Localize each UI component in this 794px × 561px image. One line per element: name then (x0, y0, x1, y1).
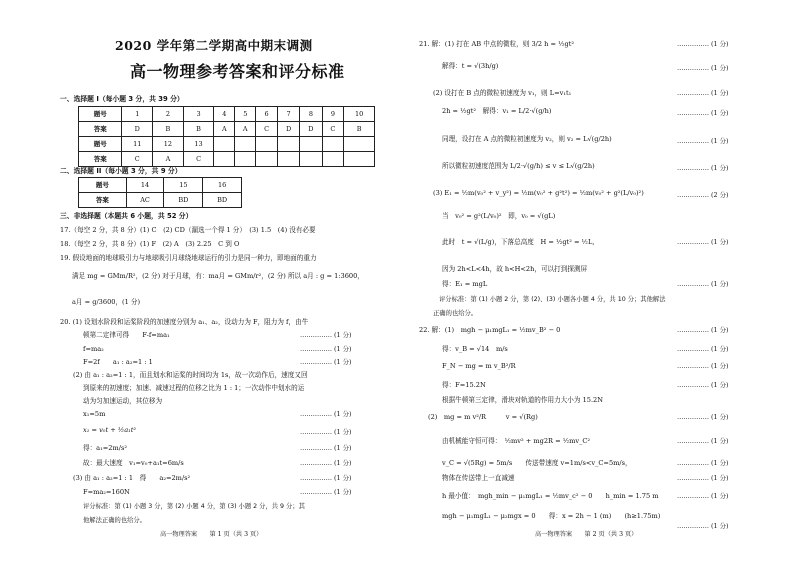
q20-line-4: F=2f a₁ : a₂=1 : 1 (83, 358, 153, 366)
table-cell: 15 (164, 178, 203, 193)
q18-answer: 18.（每空 2 分，共 8 分）(1) F (2) A (3) 2.25 C 到 O (60, 240, 240, 248)
points-marker: …………… (1 分) (300, 444, 352, 452)
table-cell: C (183, 152, 214, 167)
table-cell (214, 137, 235, 152)
table-cell: 16 (203, 178, 242, 193)
q20-line-8: x₁=5m (83, 410, 106, 418)
q20-scoring-note: 评分标准：第 (1) 小题 3 分，第 (2) 小题 4 分，第 (3) 小题 2 分，共 9 分；其 (83, 503, 305, 510)
points-marker: …………… (1 分) (677, 345, 729, 353)
q19-line-1: 19. 假设地面的地球吸引力与地球吸引月球绕地球运行的引力是同一种力，即地面的重力 (60, 254, 317, 262)
q21-line-4: 2h = ½gt² 解得：v₁ = L/2·√(g/h) (442, 107, 552, 115)
q19-line-3: a月 = g/3600，(1 分) (72, 298, 141, 306)
q22-line-4: 得：F=15.2N (442, 381, 486, 389)
table-cell: B (153, 122, 184, 137)
page-footer: 高一物理答案 第 1 页（共 3 页） (160, 531, 263, 538)
table-cell: 4 (214, 107, 235, 122)
q21-line-9: 此时 t = √(L/g)，下落总高度 H = ½gt² = ½L, (442, 238, 595, 246)
table-cell: 11 (122, 137, 153, 152)
table-cell: A (153, 152, 184, 167)
q19-line-2: 满足 mg = GMm/R²，(2 分) 对于月球，有：ma月 = GMm/r²，(2 分) 所以 a月 : g = 1:3600， (72, 272, 364, 280)
q20-line-6: 到原来的初速度；加速、减速过程的位移之比为 1 : 1；一次动作中划水的运 (83, 384, 305, 392)
table-cell: B (183, 122, 214, 137)
q22-line-7: 由机械能守恒可得： ½mv² + mg2R = ½mv_C² (442, 437, 591, 445)
table-row (79, 152, 375, 167)
q20-scoring-note-2: 他解法正确的也给分。 (83, 517, 146, 524)
table-header-cell: 题号 (79, 107, 122, 122)
table-header-cell: 题号 (79, 178, 127, 193)
points-marker: …………… (1 分) (677, 474, 729, 482)
exam-title: 2020 学年第二学期高中期末调测 (115, 38, 313, 53)
q22-line-9: 物体在传送带上一直减速 (442, 474, 515, 482)
table-header-cell: 题号 (79, 137, 122, 152)
table-cell: 10 (344, 107, 375, 122)
points-marker: …………… (1 分) (677, 137, 729, 145)
page-footer: 高一物理答案 第 2 页（共 3 页） (535, 531, 638, 538)
table-cell: D (277, 122, 299, 137)
table-cell: 7 (277, 107, 299, 122)
table-cell: C (256, 122, 278, 137)
points-marker: …………… (1 分) (677, 381, 729, 389)
table-cell: 3 (183, 107, 214, 122)
table-cell (300, 152, 322, 167)
q20-line-2: 顿第二定律可得 F-f=ma₁ (83, 331, 170, 339)
points-marker: …………… (2 分) (677, 191, 729, 199)
table-cell: D (300, 122, 322, 137)
table-row (79, 107, 375, 122)
q22-line-1: 22. 解：(1) mgh − μ₁mgL₁ = ½mv_B² − 0 (419, 326, 561, 334)
q22-line-2: 得：v_B = √14 m/s (442, 345, 508, 353)
q20-line-7: 动为匀加速运动，其位移为 (83, 397, 163, 405)
table-cell (277, 137, 299, 152)
points-marker: …………… (1 分) (677, 413, 729, 421)
q21-line-3: (2) 设打在 B 点的微粒初速度为 v₁，则 L=v₁t₁ (433, 89, 572, 97)
table-cell: 1 (122, 107, 153, 122)
q20-line-5: (2) 由 a₁ : a₂=1 : 1，而且划水和运桨的时间均为 1s，故一次动作后，速度又回 (73, 371, 308, 379)
q20-line-12: (3) 由 a₁ : a₂=1 : 1 得 a₂=2m/s² (73, 474, 191, 482)
table-cell: AC (126, 193, 164, 208)
points-marker: …………… (1 分) (677, 238, 729, 246)
table-cell (344, 137, 375, 152)
points-marker: …………… (1 分) (300, 459, 352, 467)
table-cell: BD (164, 193, 203, 208)
table-cell (322, 152, 344, 167)
points-marker: …………… (1 分) (677, 89, 729, 97)
table-cell: 6 (256, 107, 278, 122)
points-marker: …………… (1 分) (677, 109, 729, 117)
points-marker: …………… (1 分) (677, 522, 729, 530)
section-1-heading: 一、选择题 I（每小题 3 分，共 39 分） (60, 95, 184, 103)
points-marker: …………… (1 分) (677, 40, 729, 48)
table-cell: 9 (322, 107, 344, 122)
table-cell (214, 152, 235, 167)
points-marker: …………… (1 分) (677, 492, 729, 500)
table-row (79, 178, 242, 193)
table-row (79, 122, 375, 137)
table-header-cell: 答案 (79, 193, 127, 208)
table-cell: C (322, 122, 344, 137)
table-cell: 2 (153, 107, 184, 122)
table-cell (256, 137, 278, 152)
table-cell: 8 (300, 107, 322, 122)
q17-answer: 17.（每空 2 分，共 8 分）(1) C (2) CD（漏选一个得 1 分） (3) 1.5 (4) 没有必要 (60, 226, 316, 234)
table-cell: 5 (235, 107, 256, 122)
table-cell: BD (203, 193, 242, 208)
table-cell (300, 137, 322, 152)
table-cell (235, 137, 256, 152)
q22-line-5: 根据牛顿第三定律，滑块对轨道的作用力大小为 15.2N (442, 396, 604, 404)
table-cell: B (344, 122, 375, 137)
choice-table-1 (78, 106, 375, 167)
table-cell: A (214, 122, 235, 137)
answer-key-title: 高一物理参考答案和评分标准 (130, 62, 345, 81)
points-marker: …………… (1 分) (300, 345, 352, 353)
table-row (79, 137, 375, 152)
choice-table-2 (78, 177, 242, 208)
q21-line-7: (3) E₁ = ½m(v₀² + v_y²) = ½m(v₀² + g²t²) = ½m(v₀² + g²(L/v₀)²) (433, 189, 644, 197)
q22-line-10: h 最小值： mgh_min − μ₁mgL₁ = ½mv_c² − 0 h_min = 1.75 m (442, 492, 659, 500)
points-marker: …………… (1 分) (677, 326, 729, 334)
q22-line-8: v_C = √(5Rg) = 5m/s 传送带速度 v=1m/s<v_C=5m/s， (442, 459, 632, 467)
points-marker: …………… (1 分) (300, 428, 352, 436)
q21-line-11: 得：E₁ = mgL (442, 280, 488, 288)
table-cell: 12 (153, 137, 184, 152)
table-cell (256, 152, 278, 167)
q20-line-10: 得：a₁=2m/s² (83, 444, 127, 452)
points-marker: …………… (1 分) (677, 362, 729, 370)
q21-scoring-note-2: 正确的也给分。 (433, 310, 478, 317)
left-page (60, 0, 380, 561)
table-cell (235, 152, 256, 167)
table-cell: D (122, 122, 153, 137)
table-cell: 13 (183, 137, 214, 152)
table-cell: A (235, 122, 256, 137)
q21-line-1: 21. 解：(1) 打在 AB 中点的微粒，则 3/2 h = ½gt² (419, 40, 575, 48)
table-header-cell: 答案 (79, 122, 122, 137)
table-cell (322, 137, 344, 152)
q20-line-3: f=ma₂ (83, 345, 104, 353)
table-cell: 14 (126, 178, 164, 193)
points-marker: …………… (1 分) (300, 474, 352, 482)
points-marker: …………… (1 分) (677, 64, 729, 72)
q20-line-1: 20. (1) 设划水阶段和运桨阶段的加速度分别为 a₁、a₂，设动力为 F，阻力为 f，由牛 (60, 318, 309, 326)
table-header-cell: 答案 (79, 152, 122, 167)
points-marker: …………… (1 分) (677, 459, 729, 467)
table-cell: C (122, 152, 153, 167)
points-marker: …………… (1 分) (677, 164, 729, 172)
table-row (79, 193, 242, 208)
q20-line-9: x₁ = v₀t + ½a₁t² (83, 426, 137, 434)
section-3-heading: 三、非选择题（本题共 6 小题，共 52 分） (60, 212, 193, 220)
q21-line-10: 因为 2h<L<4h，故 h<H<2h，可以打到探测屏 (442, 265, 588, 273)
table-cell (344, 152, 375, 167)
q21-line-2: 解得：t = √(3h/g) (442, 62, 499, 70)
q21-line-6: 所以微粒初速度范围为 L/2·√(g/h) ≤ v ≤ L√(g/2h) (442, 162, 595, 170)
points-marker: …………… (1 分) (300, 410, 352, 418)
points-marker: …………… (1 分) (300, 358, 352, 366)
q20-line-11: 故：最大速度 v₁=v₀+a₁t=6m/s (83, 459, 184, 467)
points-marker: …………… (1 分) (300, 488, 352, 496)
q22-line-11: mgh − μ₁mgL₁ − μ₂mgx = 0 得：x = 2h − 1 (m) (h≥1.75m) (442, 512, 661, 520)
table-cell (277, 152, 299, 167)
q21-scoring-note: 评分标准：第 (1) 小题 2 分，第 (2)、(3) 小题各小题 4 分，共 10 分；其他解法 (439, 296, 666, 303)
q21-line-8: 当 v₀² = g²(L/v₀)² 即，v₀ = √(gL) (442, 212, 556, 220)
q22-line-6: (2) mg = m v²/R v = √(Rg) (428, 413, 538, 421)
right-page (415, 0, 760, 561)
points-marker: …………… (1 分) (677, 280, 729, 288)
points-marker: …………… (1 分) (300, 331, 352, 339)
q21-line-5: 同理，设打在 A 点的微粒初速度为 v₂，则 v₂ = L√(g/2h) (442, 135, 612, 143)
points-marker: …………… (1 分) (677, 437, 729, 445)
section-2-heading: 二、选择题 II（每小题 3 分，共 9 分） (60, 167, 182, 175)
q20-line-13: F=ma₂=160N (83, 488, 130, 496)
q22-line-3: F_N − mg = m v_B²/R (442, 362, 516, 370)
